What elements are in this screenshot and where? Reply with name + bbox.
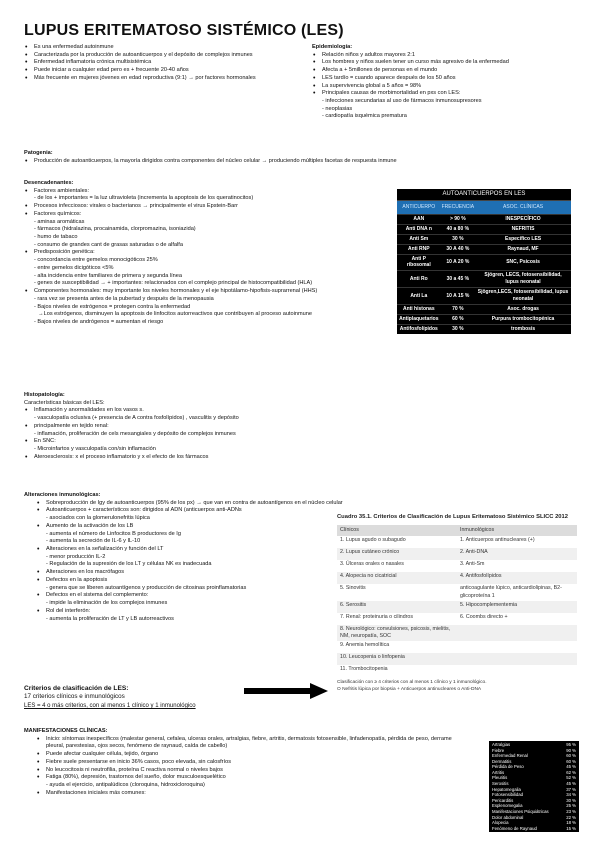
immuno-item: • Autoanticuerpos + característicos son: dirigidos al ADN (anticuerpos anti-ADNs (36, 507, 336, 515)
criteria-cell: 4. Alopecia no cicatricial (337, 572, 457, 584)
trigger-sub: - concordancia entre gemelos monocigóticos 25% (24, 257, 394, 265)
epi-item: • Afecta a + 5millones de personas en el mundo (312, 67, 582, 75)
aat-cell: 40 a 80 % (441, 224, 476, 234)
immuno-item: • Rol del interferón: (36, 608, 336, 616)
manif-name: Pericarditis (492, 797, 514, 803)
epi-item: • Los hombres y niños suelen tener un curso más agresivo de la enfermedad (312, 59, 582, 67)
criteria-footnote: Clasificación con ≥ 4 criterios con al menos 1 clínico y 1 inmunológico. (337, 680, 487, 686)
criteria-cell: anticoagulante lúpico, anticardiolipinas, B2-glicoproteína 1 (460, 585, 562, 599)
criteria-cell (457, 625, 577, 642)
aat-cell: 10 A 20 % (441, 254, 476, 271)
manif-name: Pleuritis (492, 775, 508, 781)
pathogenesis-heading: Patogenia: (24, 150, 53, 156)
criteria-cell: 5. Hipocomplementemia (457, 601, 577, 613)
criteria-col-header: Inmunológicos (457, 525, 577, 536)
criteria-cell (457, 641, 577, 653)
criteria-row (337, 653, 577, 665)
manif-name: Manifestaciones Psiquiátricas (492, 808, 549, 814)
criteria-cell (457, 665, 577, 677)
immuno-item: • Defectos en el sistema del complemento: (36, 592, 336, 600)
trigger-sub: - de los + importantes = la luz ultravioleta (incrementa la apoptosis de los queratinocitos) (24, 195, 394, 203)
criteria-cell: 8. Neurológico: convulsiones, psicosis, mielitis, NM, neuropatía, SOC (337, 625, 457, 642)
manif-sub: - ayuda el ejercicio, antipalúdicos (cloroquina, hidroxicloroquina) (36, 782, 464, 790)
histo-item: • Ateroesclerosis: x el proceso inflamatorio y x el efecto de los fármacos (24, 454, 394, 462)
aat-row (397, 224, 571, 234)
trigger-item: • Predisposición genética: (24, 249, 394, 257)
criteria-row (337, 601, 577, 613)
manif-name: Fotosensibilidad (492, 792, 524, 798)
manif-value: 45 % (566, 781, 576, 787)
right-arrow-icon (244, 683, 328, 699)
criteria-cell: 1. Anticuerpos antinucleares (+) (460, 537, 535, 544)
autoantibody-table-title: AUTOANTICUERPOS EN LES (397, 189, 571, 201)
immuno-item: • Sobreproducción de Igy de autoanticuerpos (95% de los px) → que van en contra de autoantígenos en el núcleo celular (36, 500, 496, 508)
manif-item: • Manifestaciones iniciales más comunes: (36, 790, 464, 798)
manif-item: • Fiebre suele presentarse en inicio 36% casos, poco elevada, sin calosfríos (36, 759, 464, 767)
manif-value: 90 % (566, 747, 576, 753)
immuno-item: • Aumento de la activación de los LB (36, 523, 336, 531)
manif-name: Enfermedad Renal (492, 753, 528, 759)
manif-value: 52 % (566, 775, 576, 781)
manif-row (492, 826, 576, 832)
criteria-table-title: Cuadro 35.1. Criterios de Clasificación de Lupus Eritematoso Sistémico SLICC 2012 (337, 514, 568, 520)
intro-item: • Puede iniciar a cualquier edad pero es + frecuente 20-40 años (24, 67, 294, 75)
criteria-cell: 5. Sinovitis (340, 585, 366, 592)
epi-item: • Relación niños y adultos mayores 2:1 (312, 52, 582, 60)
criteria-row (337, 572, 577, 584)
criteria-rule: LES = 4 o más criterios, con al menos 1 clínico y 1 inmunológico (24, 702, 196, 709)
immuno-item: • Alteraciones en la señalización y función del LT (36, 546, 336, 554)
criteria-cell: 2. Lupus cutáneo crónico (337, 548, 457, 560)
intro-item: • Enfermedad inflamatoria crónica multisistémica (24, 59, 294, 67)
trigger-sub: - genes de susceptibilidad → + importantes: relacionados con el complejo principal de histocompatibilidad (HLA) (24, 280, 394, 288)
aat-cell: Anti P ribosomal (397, 254, 441, 271)
aat-cell: Anti histonas (397, 304, 441, 314)
criteria-cell: 10. Leucopenia o linfopenia (337, 653, 457, 665)
manifestations-heading: MANIFESTACIONES CLÍNICAS: (24, 728, 108, 734)
manif-name: Pérdida de Peso (492, 764, 524, 770)
criteria-row (337, 641, 577, 653)
aat-cell: Purpura trombocitopénica (475, 314, 571, 324)
aat-cell: > 90 % (441, 215, 476, 225)
aat-row (397, 304, 571, 314)
aat-cell: Asoc. drogas (475, 304, 571, 314)
trigger-sub: - fármacos (hidralazina, procainamida, clorpromazina, isoniazida) (24, 226, 394, 234)
trigger-sub: - humo de tabaco (24, 234, 394, 242)
aat-cell: Anti Ro (397, 271, 441, 288)
criteria-cell: 3. Úlceras orales o nasales (340, 561, 404, 568)
trigger-sub: - alta incidencia entre familiares de primera y segunda línea (24, 273, 394, 281)
manif-value: 30 % (566, 797, 576, 803)
aat-cell: AAN (397, 215, 441, 225)
pathogenesis-item: • Producción de autoanticuerpos, la mayoría dirigidos contra componentes del núcleo celular → produciendo múltiples facetas de respuesta inmune (24, 158, 584, 166)
intro-list (24, 44, 294, 83)
criteria-row (337, 625, 577, 642)
manif-name: Fenómeno de Raynaud (492, 825, 537, 831)
manifestations-section (24, 728, 464, 797)
criteria-cell: 4. Antifosfolípidos (457, 572, 577, 584)
aat-cell: 10 A 15 % (441, 288, 476, 305)
aat-row (397, 288, 571, 305)
trigger-sub: - rara vez se presenta antes de la pubertad y después de la menopausia (24, 296, 394, 304)
criteria-heading: Criterios de clasificación de LES: (24, 685, 129, 692)
manif-name: Artritis (492, 769, 505, 775)
aat-cell: 70 % (441, 304, 476, 314)
manif-name: Serositis (492, 781, 509, 787)
epidemiology-section (312, 44, 582, 121)
aat-cell: Antifosfolípidos (397, 324, 441, 333)
aat-cell: Anti Sm (397, 234, 441, 244)
manif-name: Esplenomegalia (492, 803, 523, 809)
intro-item: • Es una enfermedad autoinmune (24, 44, 294, 52)
aat-cell: Raynaud, MF (475, 244, 571, 254)
aat-cell: Sjögren,LECS, fotosensibilidad, lupus neonatal (475, 288, 571, 305)
criteria-cell: 6. Serositis (337, 601, 457, 613)
criteria-row (337, 584, 577, 601)
histo-item: • Inflamación y anormalidades en los vasos s. (24, 407, 394, 415)
aat-cell: 30 % (441, 234, 476, 244)
histopathology-section (24, 392, 394, 461)
autoantibody-table (397, 189, 571, 334)
criteria-cell (457, 653, 577, 665)
manif-value: 25 % (566, 803, 576, 809)
manif-value: 37 % (566, 786, 576, 792)
aat-row (397, 244, 571, 254)
aat-cell: Antiplaquetarios (397, 314, 441, 324)
epidemiology-heading: Epidemiología: (312, 44, 353, 50)
trigger-item: • Componentes hormonales: muy importante los niveles hormonales y el eje hipotálamo-hipofisis-suprarrenal (HHS) (24, 288, 394, 296)
manif-name: Fiebre (492, 747, 505, 753)
aat-cell: Anti La (397, 288, 441, 305)
manif-value: 23 % (566, 808, 576, 814)
manif-item: • Puede afectar cualquier célula, tejido, órgano (36, 751, 464, 759)
criteria-cell: 6. Coombs directo + (460, 613, 508, 620)
aat-cell: Anti RNP (397, 244, 441, 254)
manif-name: Alopecia (492, 820, 509, 826)
histo-sub: - inflamación, proliferación de cels mesangiales y depósito de complejos inmunes (24, 431, 394, 439)
manif-name: Dolor abdominal (492, 814, 524, 820)
immuno-sub: - genera que se liberen autoantígenos y producción de citosinas proinflamatorias (36, 585, 336, 593)
trigger-sub: - entre gemelos dicigóticos <5% (24, 265, 394, 273)
aat-cell: trombosis (475, 324, 571, 333)
histopathology-subheading: Características básicas del LES: (24, 399, 105, 406)
histo-sub: - Microinfartos y vasculopatía con/sin inflamación (24, 446, 394, 454)
aat-row (397, 271, 571, 288)
epi-cause: - infecciones secundarias al uso de fármacos inmunosupresores (312, 98, 582, 106)
criteria-count: 17 criterios clínicos e inmunológicos (24, 693, 125, 701)
immuno-item: • Defectos en la apoptosis (36, 577, 336, 585)
immuno-sub: - Regulación de la supresión de los LT y células NK es inadecuada (36, 561, 336, 569)
aat-cell: 30 A 40 % (441, 244, 476, 254)
manif-value: 15 % (566, 825, 576, 831)
immuno-sub: - aumenta la proliferación de LT y LB autorreactivos (36, 616, 336, 624)
epi-item: • Principales causas de morbimortalidad en pxs con LES: (312, 90, 582, 98)
aat-cell: 60 % (441, 314, 476, 324)
trigger-sub: → Los estrógenos, disminuyen la apoptosis de linfocitos autorreactivos que contribuyen al proceso autoinmune (24, 311, 394, 319)
intro-item: • Más frecuente en mujeres jóvenes en edad reproductiva (9:1) → por factores hormonales (24, 75, 294, 83)
criteria-row (337, 613, 577, 625)
immuno-item: • Alteraciones en los macrófagos (36, 569, 336, 577)
immuno-sub: - menor producción IL-2 (36, 554, 336, 562)
manif-item: • No leucocitosis ni neutrofilia, proteína C reactiva normal o niveles bajos (36, 767, 464, 775)
pathogenesis-section (24, 150, 584, 165)
criteria-footnote: O Nefritis lúpica por biopsia + Anticuerpos antinucleares o Anti-DNA (337, 687, 482, 693)
epi-cause: - cardiopatía isquémica prematura (312, 113, 582, 121)
aat-row (397, 314, 571, 324)
histo-item: • principalmente en tejido renal: (24, 423, 394, 431)
intro-item: • Caracterizada por la producción de autoanticuerpos y el depósito de complejos inmunes (24, 52, 294, 60)
histo-sub: - vasculopatía oclusiva (+ presencia de A contra fosfolípidos) , vasculitis y depósito (24, 415, 394, 423)
immuno-sub: - impide la eliminación de los complejos inmunes (36, 600, 336, 608)
manifestations-table (489, 741, 579, 832)
manif-item: • Fatiga (80%), depresión, trastornos del sueño, dolor musculoesquelético (36, 774, 464, 782)
trigger-item: • Factores químicos: (24, 211, 394, 219)
criteria-cell: 2. Anti-DNA (457, 548, 577, 560)
epi-cause: - neoplasias (312, 106, 582, 114)
histopathology-heading: Histopatología: (24, 392, 65, 398)
aat-cell: SNC, Psicosis (475, 254, 571, 271)
aat-cell: INESPECÍFICO (475, 215, 571, 225)
manif-item: • Inicio: síntomas inespecíficos (malestar general, cefalea, ulceras orales, artralgias, fiebre, artritis, dermatosis fotosensible, linfadenopatía, pérdida de peso, derrame pleural, parestesias, ojos secos, fenómeno de raynaud, caída de cabello) (36, 736, 464, 751)
criteria-row (337, 536, 577, 548)
criteria-row (337, 560, 577, 572)
aat-cell: NEFRITIS (475, 224, 571, 234)
aat-row (397, 234, 571, 244)
manif-value: 60 % (566, 758, 576, 764)
trigger-sub: - Bajos niveles de estrógenos = protegen contra la enfermedad (24, 304, 394, 312)
aat-row (397, 215, 571, 225)
criteria-row (337, 665, 577, 677)
criteria-cell: 1. Lupus agudo o subagudo (340, 537, 406, 544)
trigger-item: • Procesos infecciosos: virales o bacterianos → principalmente el virus Epstein-Barr (24, 203, 394, 211)
manif-value: 45 % (566, 764, 576, 770)
trigger-sub: - aminas aromáticas (24, 219, 394, 227)
aat-cell: 30 a 45 % (441, 271, 476, 288)
aat-header: ASOC. CLÍNICAS (475, 201, 571, 215)
epi-item: • La supervivencia global a 5 años = 98% (312, 83, 582, 91)
immuno-sub: - aumenta el número de Linfocitos B productores de Ig (36, 531, 336, 539)
triggers-heading: Desencadenantes: (24, 180, 74, 186)
criteria-cell: 9. Anemia hemolítica (340, 642, 390, 649)
epi-item: • LES tardío = cuando aparece después de los 50 años (312, 75, 582, 83)
criteria-col-header: Clínicos (337, 525, 457, 536)
criteria-table (337, 514, 577, 694)
immuno-sub: - aumenta la secreción de IL-6 y IL-10 (36, 538, 336, 546)
criteria-cell: 11. Trombocitopenia (340, 666, 388, 673)
trigger-item: • Factores ambientales: (24, 188, 394, 196)
triggers-section (24, 180, 394, 327)
manif-value: 95 % (566, 742, 576, 747)
immuno-heading: Alteraciones inmunológicas: (24, 492, 101, 498)
manif-name: Hepatomegalia (492, 786, 521, 792)
manif-value: 34 % (566, 792, 576, 798)
criteria-cell: 3. Anti-Sm (460, 561, 485, 568)
aat-cell: Anti DNA n (397, 224, 441, 234)
histo-item: • En SNC: (24, 438, 394, 446)
criteria-note (24, 684, 274, 710)
manif-name: Dermatitis (492, 758, 512, 764)
manif-value: 18 % (566, 820, 576, 826)
criteria-row (337, 548, 577, 560)
page-title: LUPUS ERITEMATOSO SISTÉMICO (LES) (24, 22, 344, 39)
manif-value: 22 % (566, 814, 576, 820)
immuno-sub: - asociados con la glomerulonefritis lúpica (36, 515, 336, 523)
aat-cell: 30 % (441, 324, 476, 333)
manif-name: Artralgias (492, 742, 511, 747)
aat-row (397, 324, 571, 333)
manif-value: 62 % (566, 769, 576, 775)
aat-row (397, 254, 571, 271)
trigger-sub: - Bajos niveles de andrógenos = aumentan el riesgo (24, 319, 394, 327)
manif-value: 60 % (566, 753, 576, 759)
aat-cell: Sjögren, LECS, fotosensibilidad, lupus neonatal (475, 271, 571, 288)
trigger-sub: - consumo de grandes cant de grasas saturadas o de alfalfa (24, 242, 394, 250)
aat-cell: Específico LES (475, 234, 571, 244)
aat-header: FRECUENCIA (441, 201, 476, 215)
criteria-cell: 7. Renal: proteinuria o cilindros (340, 613, 414, 620)
aat-header: ANTICUERPO (397, 201, 441, 215)
